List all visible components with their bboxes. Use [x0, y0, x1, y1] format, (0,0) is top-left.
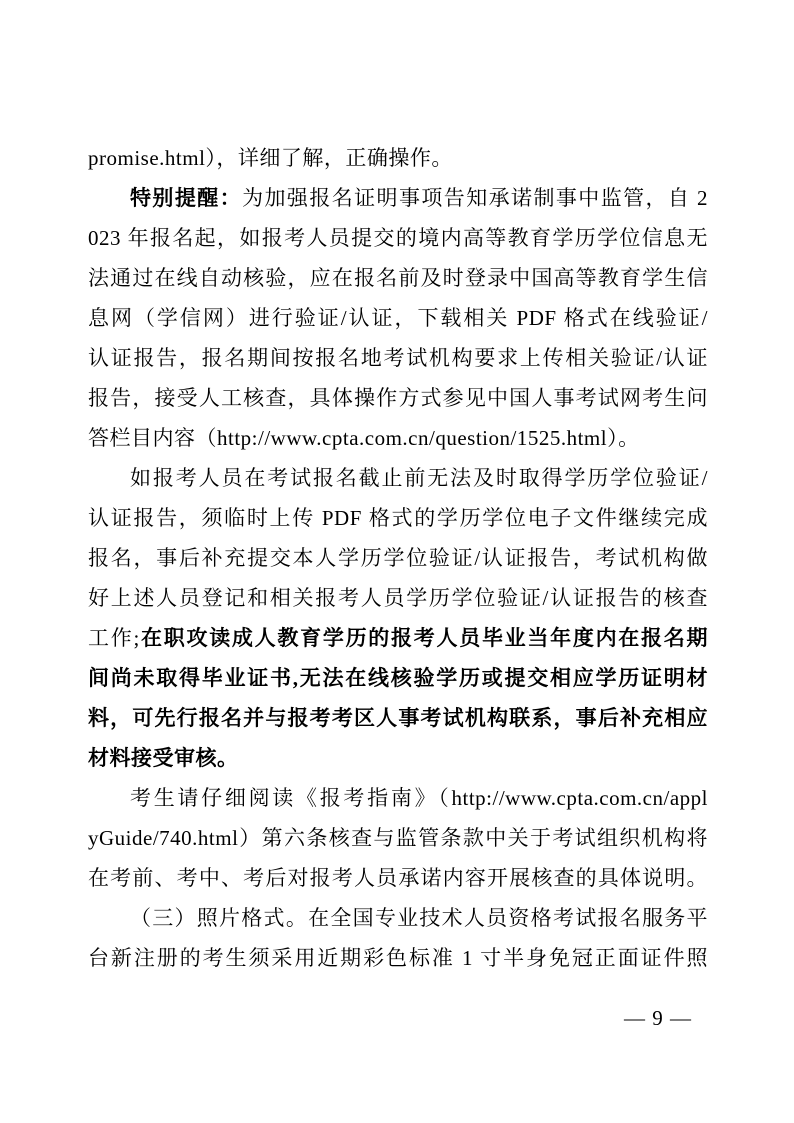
- text-line: [88, 818, 708, 858]
- text-line: [88, 498, 708, 538]
- text-line: [88, 458, 708, 498]
- text-line: [88, 658, 708, 698]
- text-run: 法通过在线自动核验，应在报名前及时登录中国高等教育学生信: [88, 266, 708, 290]
- text-line: [88, 618, 708, 658]
- text-line: [88, 138, 708, 178]
- text-run: 台新注册的考生须采用近期彩色标准 1 寸半身免冠正面证件照: [88, 946, 708, 970]
- text-run: 报名，事后补充提交本人学历学位验证/认证报告，考试机构做: [88, 546, 708, 570]
- bold-text-run: 特别提醒：: [130, 186, 243, 210]
- text-line: [88, 378, 708, 418]
- text-run: 好上述人员登记和相关报考人员学历学位验证/认证报告的核查: [88, 586, 708, 610]
- text-line: [88, 778, 708, 818]
- text-line: [88, 538, 708, 578]
- text-run: 如报考人员在考试报名截止前无法及时取得学历学位验证/: [130, 466, 708, 490]
- text-line: [88, 418, 708, 458]
- text-line: [88, 338, 708, 378]
- text-line: [88, 738, 708, 778]
- bold-text-run: 在职攻读成人教育学历的报考人员毕业当年度内在报名期: [139, 626, 708, 650]
- text-line: [88, 578, 708, 618]
- text-line: [88, 858, 708, 898]
- text-run: 息网（学信网）进行验证/认证，下载相关 PDF 格式在线验证/: [88, 306, 708, 330]
- text-run: 在考前、考中、考后对报考人员承诺内容开展核查的具体说明。: [88, 866, 708, 890]
- text-run: yGuide/740.html）第六条核查与监管条款中关于考试组织机构将: [88, 826, 708, 850]
- text-line: [88, 218, 708, 258]
- text-run: promise.html），详细了解，正确操作。: [88, 146, 453, 170]
- text-run: 为加强报名证明事项告知承诺制事中监管，自 2: [242, 186, 708, 210]
- text-run: 认证报告，须临时上传 PDF 格式的学历学位电子文件继续完成: [88, 506, 708, 530]
- text-run: 认证报告，报名期间按报名地考试机构要求上传相关验证/认证: [88, 346, 708, 370]
- bold-text-run: 材料接受审核。: [88, 746, 239, 770]
- text-line: [88, 298, 708, 338]
- text-run: 答栏目内容（http://www.cpta.com.cn/question/1525.html）。: [88, 426, 640, 450]
- text-line: [88, 698, 708, 738]
- text-run: 023 年报名起，如报考人员提交的境内高等教育学历学位信息无: [88, 226, 708, 250]
- text-run: 考生请仔细阅读《报考指南》（http://www.cpta.com.cn/appl: [130, 786, 708, 810]
- document-body: [88, 138, 708, 978]
- bold-text-run: 料，可先行报名并与报考考区人事考试机构联系，事后补充相应: [88, 706, 708, 730]
- text-line: [88, 938, 708, 978]
- text-line: [88, 898, 708, 938]
- bold-text-run: 间尚未取得毕业证书,无法在线核验学历或提交相应学历证明材: [88, 666, 708, 690]
- page-number: — 9 —: [624, 1006, 692, 1030]
- text-line: [88, 178, 708, 218]
- text-run: （三）照片格式。在全国专业技术人员资格考试报名服务平: [130, 906, 708, 930]
- text-run: 报告，接受人工核查，具体操作方式参见中国人事考试网考生问: [88, 386, 708, 410]
- text-line: [88, 258, 708, 298]
- text-run: 工作;: [88, 626, 140, 650]
